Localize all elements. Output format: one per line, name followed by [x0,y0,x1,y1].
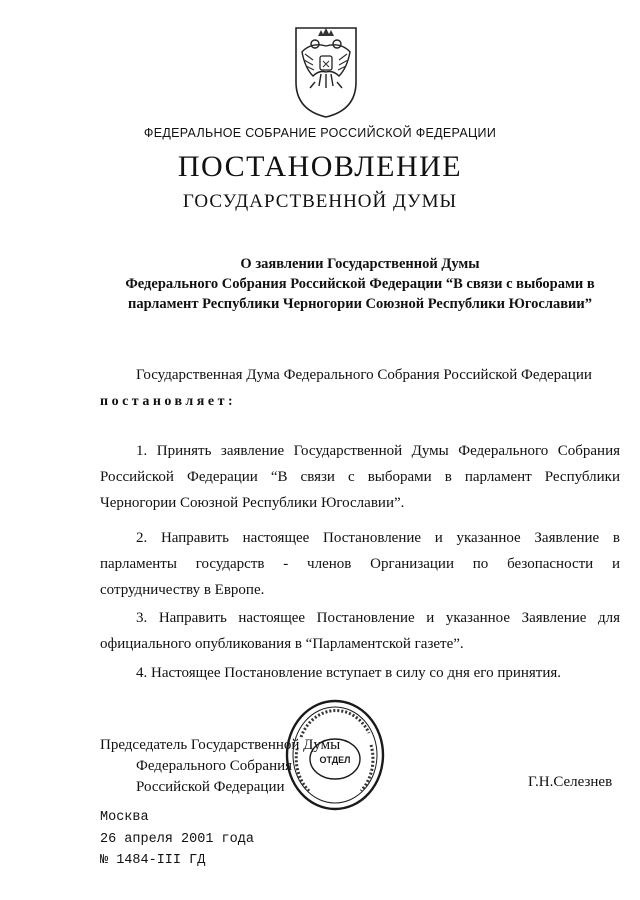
item-line: 3. Направить настоящее Постановление и указанное Заявление для [136,610,620,626]
resolution-item-2 [100,525,620,603]
item-line: 4. Настоящее Постановление вступает в силу со дня его принятия. [136,665,562,681]
intro-paragraph: Государственная Дума Федерального Собрания Российской Федерации [136,367,592,383]
resolution-item-4 [100,660,620,686]
resolution-item-1 [100,438,620,516]
subject-line: О заявлении Государственной Думы [240,256,480,272]
signer-name: Г.Н.Селезнев [528,774,613,790]
item-line: парламенты государств - членов Организации по безопасности и [100,556,620,572]
footer-city: Москва [100,810,149,825]
seal-stamp-icon [283,697,387,813]
footer-number: № 1484-III ГД [100,853,206,868]
document-subtitle: ГОСУДАРСТВЕННОЙ ДУМЫ [182,191,458,212]
item-line: Российской Федерации “В связи с выборами в парламент Республики [100,469,620,485]
stamp-center-text: ОТДЕЛ [319,755,351,765]
item-line: 1. Принять заявление Государственной Думы Федерального Собрания [136,443,620,459]
document-type: ПОСТАНОВЛЕНИЕ [177,150,463,183]
footer-date: 26 апреля 2001 года [100,832,254,847]
item-line: сотрудничеству в Европе. [100,582,265,598]
organization-line: ФЕДЕРАЛЬНОЕ СОБРАНИЕ РОССИЙСКОЙ ФЕДЕРАЦИИ [143,126,497,140]
item-line: официального опубликования в “Парламентской газете”. [100,636,464,652]
signature-title-line: Российской Федерации [136,779,285,795]
resolution-item-3 [100,605,620,657]
resolves-word: постановляет: [100,394,237,409]
signature-title-line: Федерального Собрания [136,758,293,774]
document-subject [100,254,620,314]
subject-line: парламент Республики Черногории Союзной Республики Югославии” [127,296,593,312]
subject-line: Федерального Собрания Российской Федерации “В связи с выборами в [125,276,595,292]
item-line: Черногории Союзной Республики Югославии”. [100,495,405,511]
signature-title-line: Председатель Государственной Думы [100,737,341,753]
item-line: 2. Направить настоящее Постановление и указанное Заявление в [136,530,620,546]
coat-of-arms-icon [291,20,361,120]
